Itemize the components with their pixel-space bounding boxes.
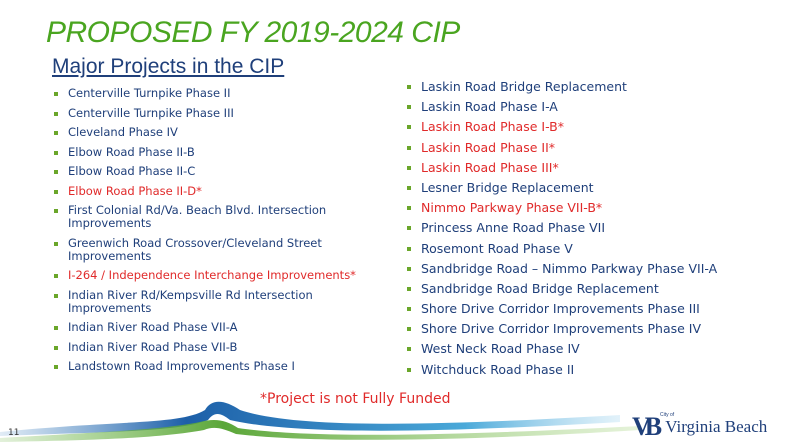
- project-item: Laskin Road Phase I-A: [407, 100, 787, 114]
- project-item: Indian River Rd/Kempsville Rd Intersection Improvements: [54, 289, 384, 315]
- project-item: Elbow Road Phase II-D*: [54, 185, 384, 198]
- project-item: West Neck Road Phase IV: [407, 342, 787, 356]
- project-item: Indian River Road Phase VII-A: [54, 321, 384, 334]
- left-project-list: [54, 87, 384, 380]
- project-item: Nimmo Parkway Phase VII-B*: [407, 201, 787, 215]
- project-item: Witchduck Road Phase II: [407, 363, 787, 377]
- project-item: Laskin Road Phase II*: [407, 141, 787, 155]
- project-item: Shore Drive Corridor Improvements Phase IV: [407, 322, 787, 336]
- project-item: Shore Drive Corridor Improvements Phase III: [407, 302, 787, 316]
- logo-mark: VB: [632, 412, 657, 441]
- project-item: Greenwich Road Crossover/Cleveland Street Improvements: [54, 237, 384, 263]
- project-item: Lesner Bridge Replacement: [407, 181, 787, 195]
- project-item: First Colonial Rd/Va. Beach Blvd. Intersection Improvements: [54, 204, 384, 230]
- project-item: Landstown Road Improvements Phase I: [54, 360, 384, 373]
- logo-small-text: City of: [660, 412, 675, 418]
- project-item: Cleveland Phase IV: [54, 126, 384, 139]
- page-number: 11: [8, 428, 20, 438]
- project-item: Rosemont Road Phase V: [407, 242, 787, 256]
- project-item: Princess Anne Road Phase VII: [407, 221, 787, 235]
- project-item: Laskin Road Phase I-B*: [407, 120, 787, 134]
- project-item: Laskin Road Bridge Replacement: [407, 80, 787, 94]
- project-item: Laskin Road Phase III*: [407, 161, 787, 175]
- project-item: Elbow Road Phase II-B: [54, 146, 384, 159]
- city-logo: [632, 412, 767, 442]
- project-item: Indian River Road Phase VII-B: [54, 341, 384, 354]
- right-project-list: [407, 80, 787, 383]
- slide-subtitle: Major Projects in the CIP: [52, 55, 285, 78]
- project-item: I-264 / Independence Interchange Improvements*: [54, 269, 384, 282]
- logo-name: Virginia Beach: [665, 417, 768, 436]
- footnote: *Project is not Fully Funded: [260, 391, 451, 407]
- project-item: Sandbridge Road Bridge Replacement: [407, 282, 787, 296]
- project-item: Elbow Road Phase II-C: [54, 165, 384, 178]
- slide-title: PROPOSED FY 2019-2024 CIP: [46, 16, 460, 49]
- project-item: Centerville Turnpike Phase II: [54, 87, 384, 100]
- project-item: Centerville Turnpike Phase III: [54, 107, 384, 120]
- project-item: Sandbridge Road – Nimmo Parkway Phase VII-A: [407, 262, 787, 276]
